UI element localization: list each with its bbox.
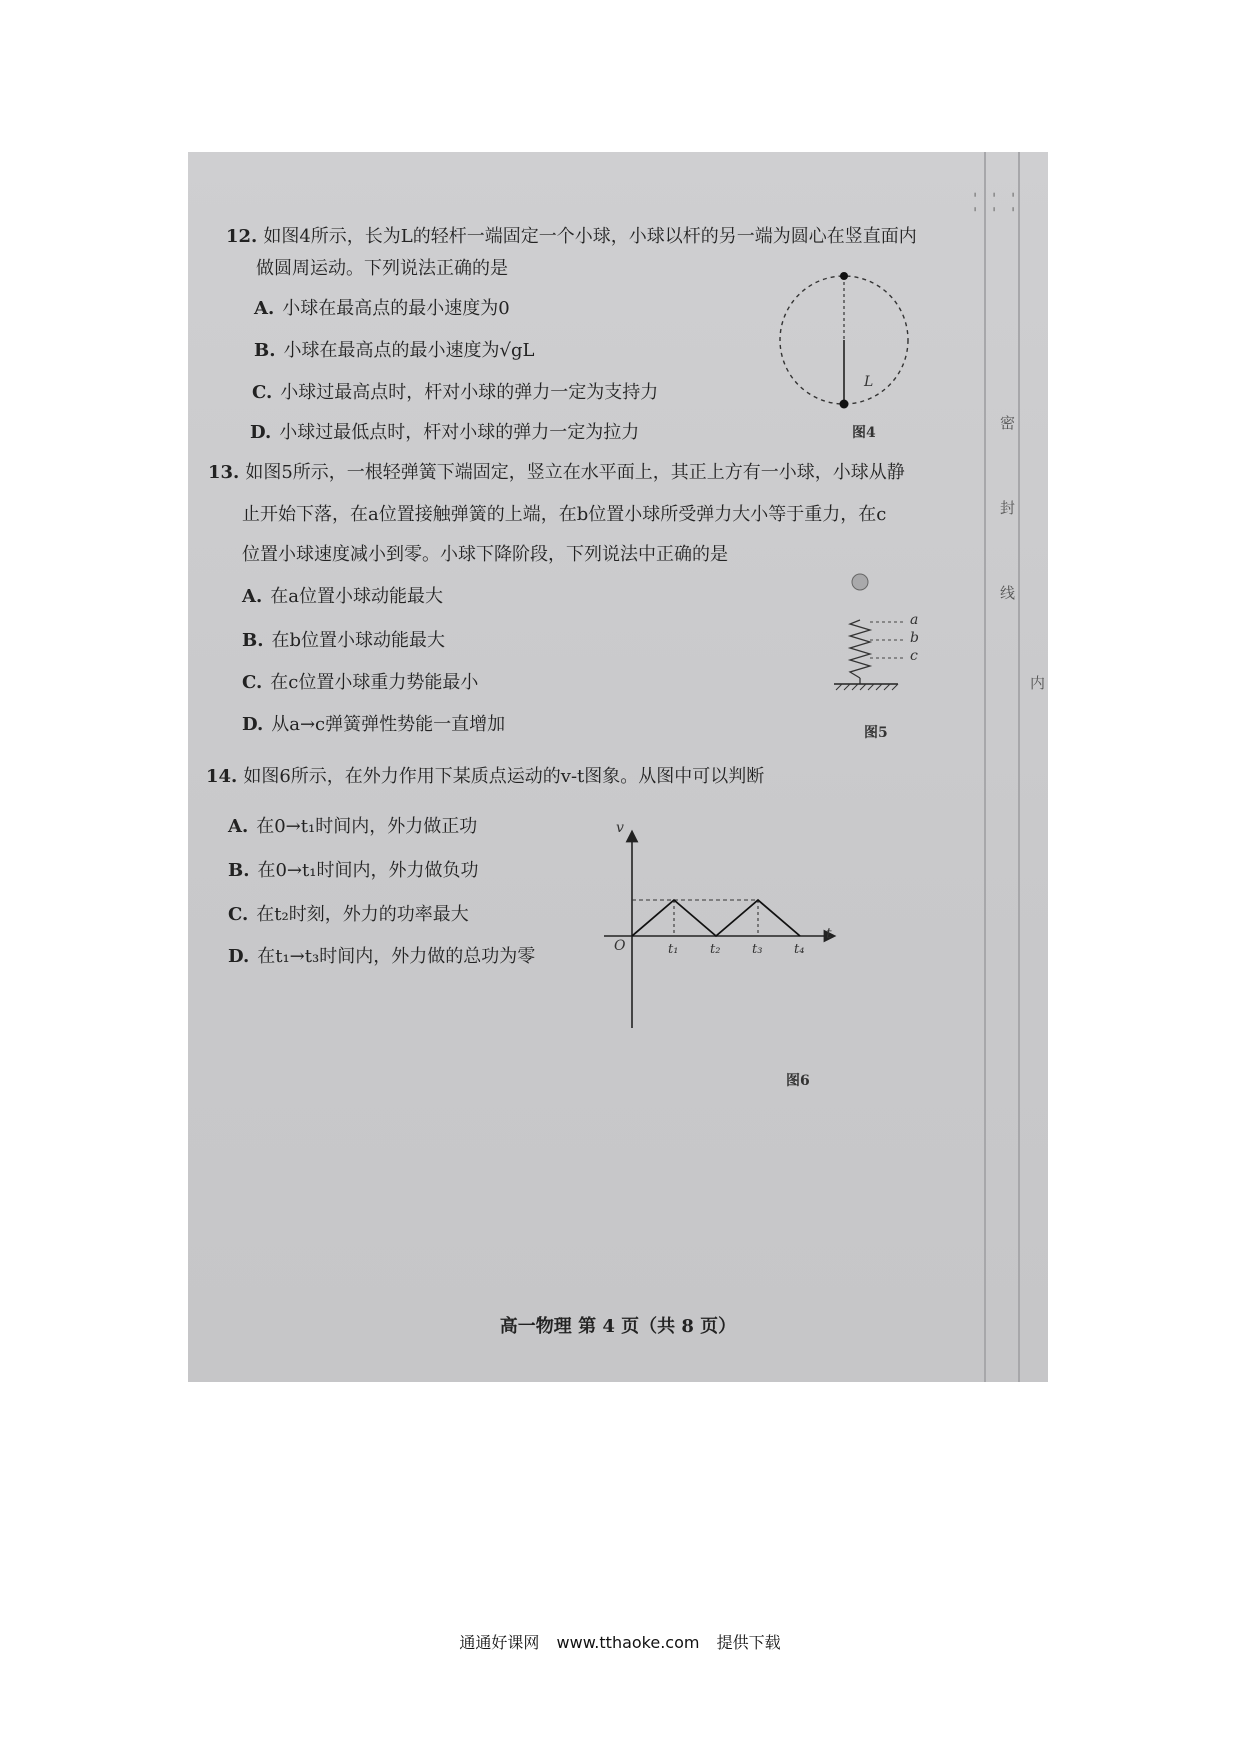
site-url: www.tthaoke.com	[556, 1633, 700, 1652]
margin-char-1: 密	[1000, 414, 1016, 432]
figure-4-caption: 图4	[852, 425, 876, 441]
rod-label: L	[864, 374, 874, 390]
t-axis-label: t	[826, 926, 832, 942]
spring-mark-c: c	[910, 648, 918, 664]
v-axis-label: v	[616, 820, 624, 836]
binding-line	[1018, 152, 1020, 1382]
tick-t2: t₂	[710, 942, 721, 957]
origin-label: O	[614, 938, 626, 954]
q13-number: 13.	[208, 462, 240, 483]
q14-option-a: A. 在0→t₁时间内，外力做正功	[228, 816, 478, 837]
q13-stem-line3: 位置小球速度减小到零。小球下降阶段，下列说法中正确的是	[242, 544, 728, 565]
figure-6-caption: 图6	[786, 1073, 810, 1089]
margin-char-4: 内	[1030, 674, 1046, 692]
spring-coil	[850, 620, 870, 678]
q13-option-c: C. 在c位置小球重力势能最小	[242, 672, 479, 693]
q14-option-d: D. 在t₁→t₃时间内，外力做的总功为零	[228, 946, 536, 967]
q14-option-b: B. 在0→t₁时间内，外力做负功	[228, 860, 479, 881]
q13-option-a: A. 在a位置小球动能最大	[242, 586, 443, 607]
q12-number: 12.	[226, 226, 258, 247]
q12-option-d: D. 小球过最低点时，杆对小球的弹力一定为拉力	[250, 422, 640, 443]
q13-stem-line2: 止开始下落，在a位置接触弹簧的上端，在b位置小球所受弹力大小等于重力，在c	[242, 504, 887, 525]
q12-option-b: B. 小球在最高点的最小速度为√gL	[254, 340, 535, 361]
site-suffix: 提供下载	[716, 1633, 781, 1652]
ground-hatching	[836, 684, 898, 690]
spring-mark-b: b	[910, 630, 919, 646]
site-name: 通通好课网	[459, 1633, 540, 1652]
q14-number: 14.	[206, 766, 238, 787]
q13-stem-line1: 13. 如图5所示，一根轻弹簧下端固定，竖立在水平面上，其正上方有一小球，小球从静	[208, 462, 905, 483]
q14-stem-line1: 14. 如图6所示，在外力作用下某质点运动的v-t图象。从图中可以判断	[206, 766, 765, 787]
spring-mark-a: a	[910, 612, 919, 628]
tick-t4: t₄	[794, 942, 805, 957]
figure-4-circle-diagram	[776, 272, 916, 412]
falling-ball	[852, 574, 868, 590]
q12-option-c: C. 小球过最高点时，杆对小球的弹力一定为支持力	[252, 382, 659, 403]
margin-char-3: 线	[1000, 584, 1016, 602]
figure-5-caption: 图5	[864, 725, 888, 741]
q12-stem-line1: 12. 如图4所示，长为L的轻杆一端固定一个小球，小球以杆的另一端为圆心在竖直面内	[226, 226, 917, 247]
exam-page-photo	[188, 152, 1048, 1382]
page-footer: 高一物理 第 4 页（共 8 页）	[499, 1316, 737, 1337]
tick-t3: t₃	[752, 942, 763, 957]
site-footer	[0, 1630, 1240, 1653]
velocity-curve	[632, 900, 800, 936]
top-point-dot	[840, 272, 848, 280]
ball-dot	[840, 400, 849, 409]
q13-option-b: B. 在b位置小球动能最大	[242, 630, 446, 651]
q14-option-c: C. 在t₂时刻，外力的功率最大	[228, 904, 469, 925]
margin-char-2: 封	[1000, 499, 1016, 517]
q13-option-d: D. 从a→c弹簧弹性势能一直增加	[242, 714, 506, 735]
tick-t1: t₁	[668, 942, 679, 957]
figure-6-vt-graph	[600, 828, 840, 1038]
q12-stem-line2: 做圆周运动。下列说法正确的是	[256, 258, 508, 279]
fold-line	[984, 152, 986, 1382]
q12-option-a: A. 小球在最高点的最小速度为0	[254, 298, 510, 319]
binding-dashes: - - - - - -	[967, 192, 1024, 214]
figure-5-spring-diagram	[826, 572, 946, 702]
